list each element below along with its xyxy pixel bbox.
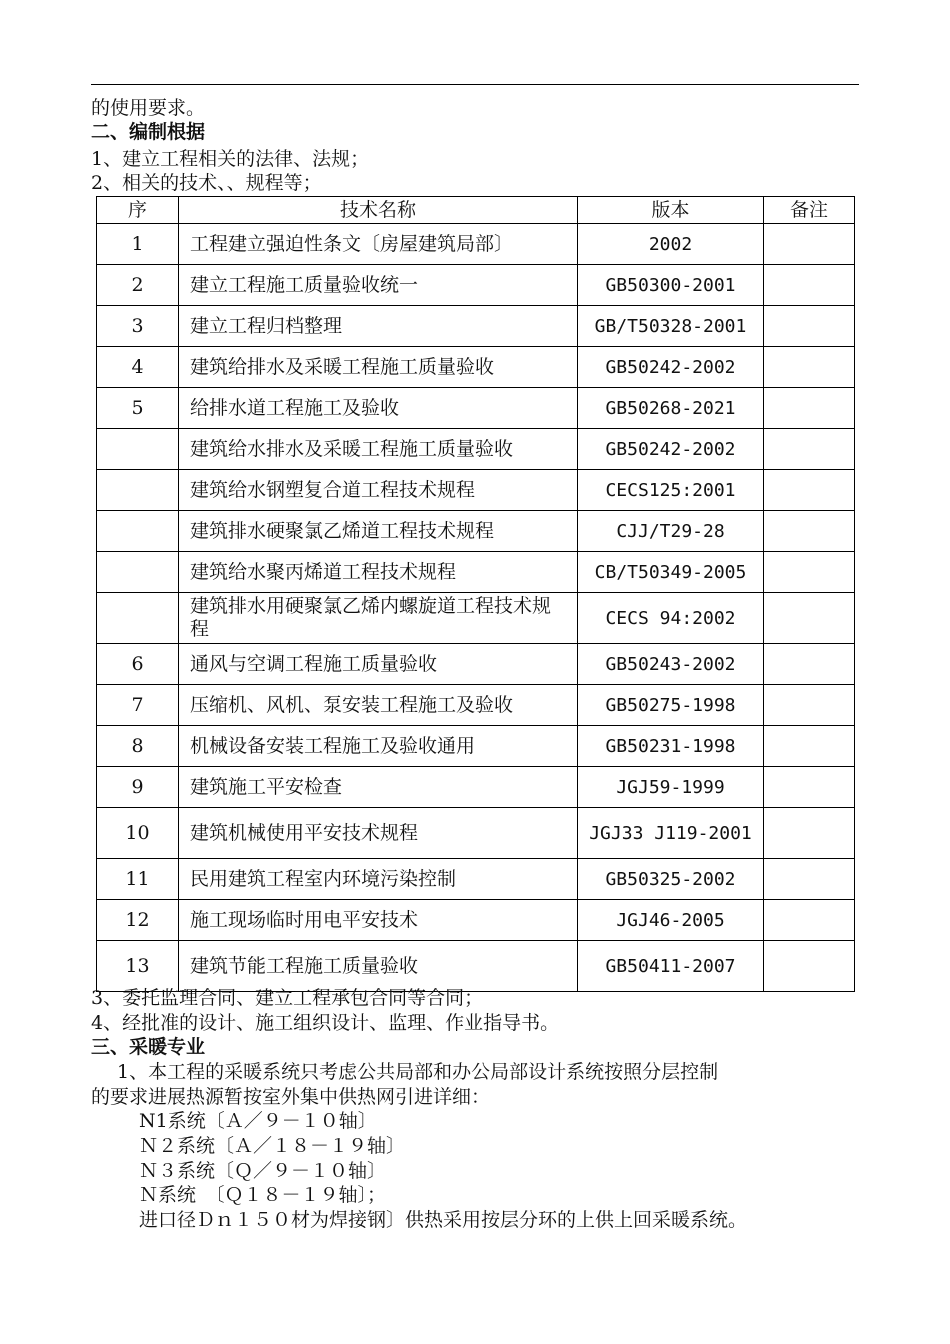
row-name: 建筑给水钢塑复合道工程技术规程: [179, 470, 578, 511]
row-version: CJJ/T29-28: [578, 511, 764, 552]
row-name: 施工现场临时用电平安技术: [179, 900, 578, 941]
basis-item-4: 4、经批准的设计、施工组织设计、监理、作业指导书。: [91, 1012, 560, 1034]
row-number: [97, 511, 179, 552]
row-name: 建立工程施工质量验收统一: [179, 265, 578, 306]
row-name: 建筑排水硬聚氯乙烯道工程技术规程: [179, 511, 578, 552]
row-name: 建筑排水用硬聚氯乙烯内螺旋道工程技术规程: [179, 593, 578, 644]
row-number: 6: [97, 644, 179, 685]
table-row: [97, 767, 855, 808]
row-remark: [764, 265, 855, 306]
row-number: [97, 470, 179, 511]
row-name: 建筑节能工程施工质量验收: [179, 941, 578, 992]
row-name: 民用建筑工程室内环境污染控制: [179, 859, 578, 900]
row-version: GB50325-2002: [578, 859, 764, 900]
row-number: 4: [97, 347, 179, 388]
row-remark: [764, 767, 855, 808]
heating-last-line: 进口径Ｄｎ１５０材为焊接钢〕供热采用按层分环的上供上回采暖系统。: [139, 1209, 748, 1231]
heating-paragraph-line-2: 的要求进展热源暂按室外集中供热网引进详细：: [91, 1086, 491, 1108]
table-row: [97, 859, 855, 900]
row-version: GB50242-2002: [578, 429, 764, 470]
system-n2: Ｎ２系统〔Ａ／１８－１９轴〕: [139, 1135, 406, 1157]
row-remark: [764, 470, 855, 511]
row-name: 建筑施工平安检查: [179, 767, 578, 808]
table-row: [97, 306, 855, 347]
row-version: GB50243-2002: [578, 644, 764, 685]
row-version: JGJ59-1999: [578, 767, 764, 808]
row-number: 2: [97, 265, 179, 306]
row-version: GB50300-2001: [578, 265, 764, 306]
row-remark: [764, 859, 855, 900]
row-remark: [764, 808, 855, 859]
row-remark: [764, 726, 855, 767]
row-remark: [764, 388, 855, 429]
row-version: GB50242-2002: [578, 347, 764, 388]
row-number: 12: [97, 900, 179, 941]
row-name: 给排水道工程施工及验收: [179, 388, 578, 429]
row-remark: [764, 306, 855, 347]
system-n1: N1系统〔Ａ／９－１０轴〕: [139, 1110, 377, 1132]
row-number: [97, 429, 179, 470]
section-2-title: 二、编制根据: [91, 121, 206, 143]
row-number: 7: [97, 685, 179, 726]
table-row: [97, 644, 855, 685]
row-number: [97, 552, 179, 593]
table-row: [97, 685, 855, 726]
row-remark: [764, 685, 855, 726]
table-row: [97, 470, 855, 511]
table-row: [97, 900, 855, 941]
header-version: 版本: [578, 197, 764, 224]
basis-item-3: 3、委托监理合同、建立工程承包合同等合同；: [91, 987, 484, 1009]
row-remark: [764, 511, 855, 552]
row-number: 8: [97, 726, 179, 767]
row-remark: [764, 347, 855, 388]
row-number: 1: [97, 224, 179, 265]
row-number: 10: [97, 808, 179, 859]
row-name: 通风与空调工程施工质量验收: [179, 644, 578, 685]
table-row: [97, 593, 855, 644]
row-version: GB50411-2007: [578, 941, 764, 992]
system-n3: Ｎ３系统〔Ｑ／９－１０轴〕: [139, 1160, 387, 1182]
section-3-title: 三、采暖专业: [91, 1036, 206, 1058]
row-version: GB50231-1998: [578, 726, 764, 767]
row-number: 3: [97, 306, 179, 347]
header-no: 序: [97, 197, 179, 224]
basis-item-1: 1、建立工程相关的法律、法规；: [91, 148, 370, 170]
table-row: [97, 429, 855, 470]
table-header-row: [97, 197, 855, 224]
table-row: [97, 941, 855, 992]
table-row: [97, 347, 855, 388]
row-version: GB50275-1998: [578, 685, 764, 726]
table-row: [97, 726, 855, 767]
row-remark: [764, 644, 855, 685]
intro-tail-text: 的使用要求。: [91, 97, 206, 119]
table-row: [97, 511, 855, 552]
row-version: CB/T50349-2005: [578, 552, 764, 593]
row-remark: [764, 941, 855, 992]
table-row: [97, 552, 855, 593]
row-number: 9: [97, 767, 179, 808]
row-remark: [764, 593, 855, 644]
row-version: GB50268-2021: [578, 388, 764, 429]
row-name: 建筑给水排水及采暖工程施工质量验收: [179, 429, 578, 470]
basis-item-2: 2、相关的技术、、规程等；: [91, 172, 322, 194]
row-name: 建筑机械使用平安技术规程: [179, 808, 578, 859]
header-name: 技术名称: [179, 197, 578, 224]
row-version: GB/T50328-2001: [578, 306, 764, 347]
row-version: JGJ33 J119-2001: [578, 808, 764, 859]
row-name: 建立工程归档整理: [179, 306, 578, 347]
row-number: [97, 593, 179, 644]
table-row: [97, 388, 855, 429]
row-name: 建筑给排水及采暖工程施工质量验收: [179, 347, 578, 388]
header-remark: 备注: [764, 197, 855, 224]
row-number: 13: [97, 941, 179, 992]
table-row: [97, 265, 855, 306]
table-row: [97, 808, 855, 859]
row-name: 建筑给水聚丙烯道工程技术规程: [179, 552, 578, 593]
row-name: 工程建立强迫性条文〔房屋建筑局部〕: [179, 224, 578, 265]
row-remark: [764, 900, 855, 941]
heating-paragraph-line-1: 1、本工程的采暖系统只考虑公共局部和办公局部设计系统按照分层控制: [117, 1061, 719, 1083]
row-name: 机械设备安装工程施工及验收通用: [179, 726, 578, 767]
table-body: [97, 224, 855, 992]
row-remark: [764, 552, 855, 593]
row-version: JGJ46-2005: [578, 900, 764, 941]
row-remark: [764, 224, 855, 265]
header-rule: [91, 84, 859, 85]
row-version: 2002: [578, 224, 764, 265]
row-number: 11: [97, 859, 179, 900]
row-number: 5: [97, 388, 179, 429]
table-row: [97, 224, 855, 265]
row-version: CECS125:2001: [578, 470, 764, 511]
row-version: CECS 94:2002: [578, 593, 764, 644]
system-n: Ｎ系统 〔Ｑ１８－１９轴〕；: [139, 1184, 387, 1206]
row-remark: [764, 429, 855, 470]
row-name: 压缩机、风机、泵安装工程施工及验收: [179, 685, 578, 726]
standards-table: [96, 196, 855, 992]
